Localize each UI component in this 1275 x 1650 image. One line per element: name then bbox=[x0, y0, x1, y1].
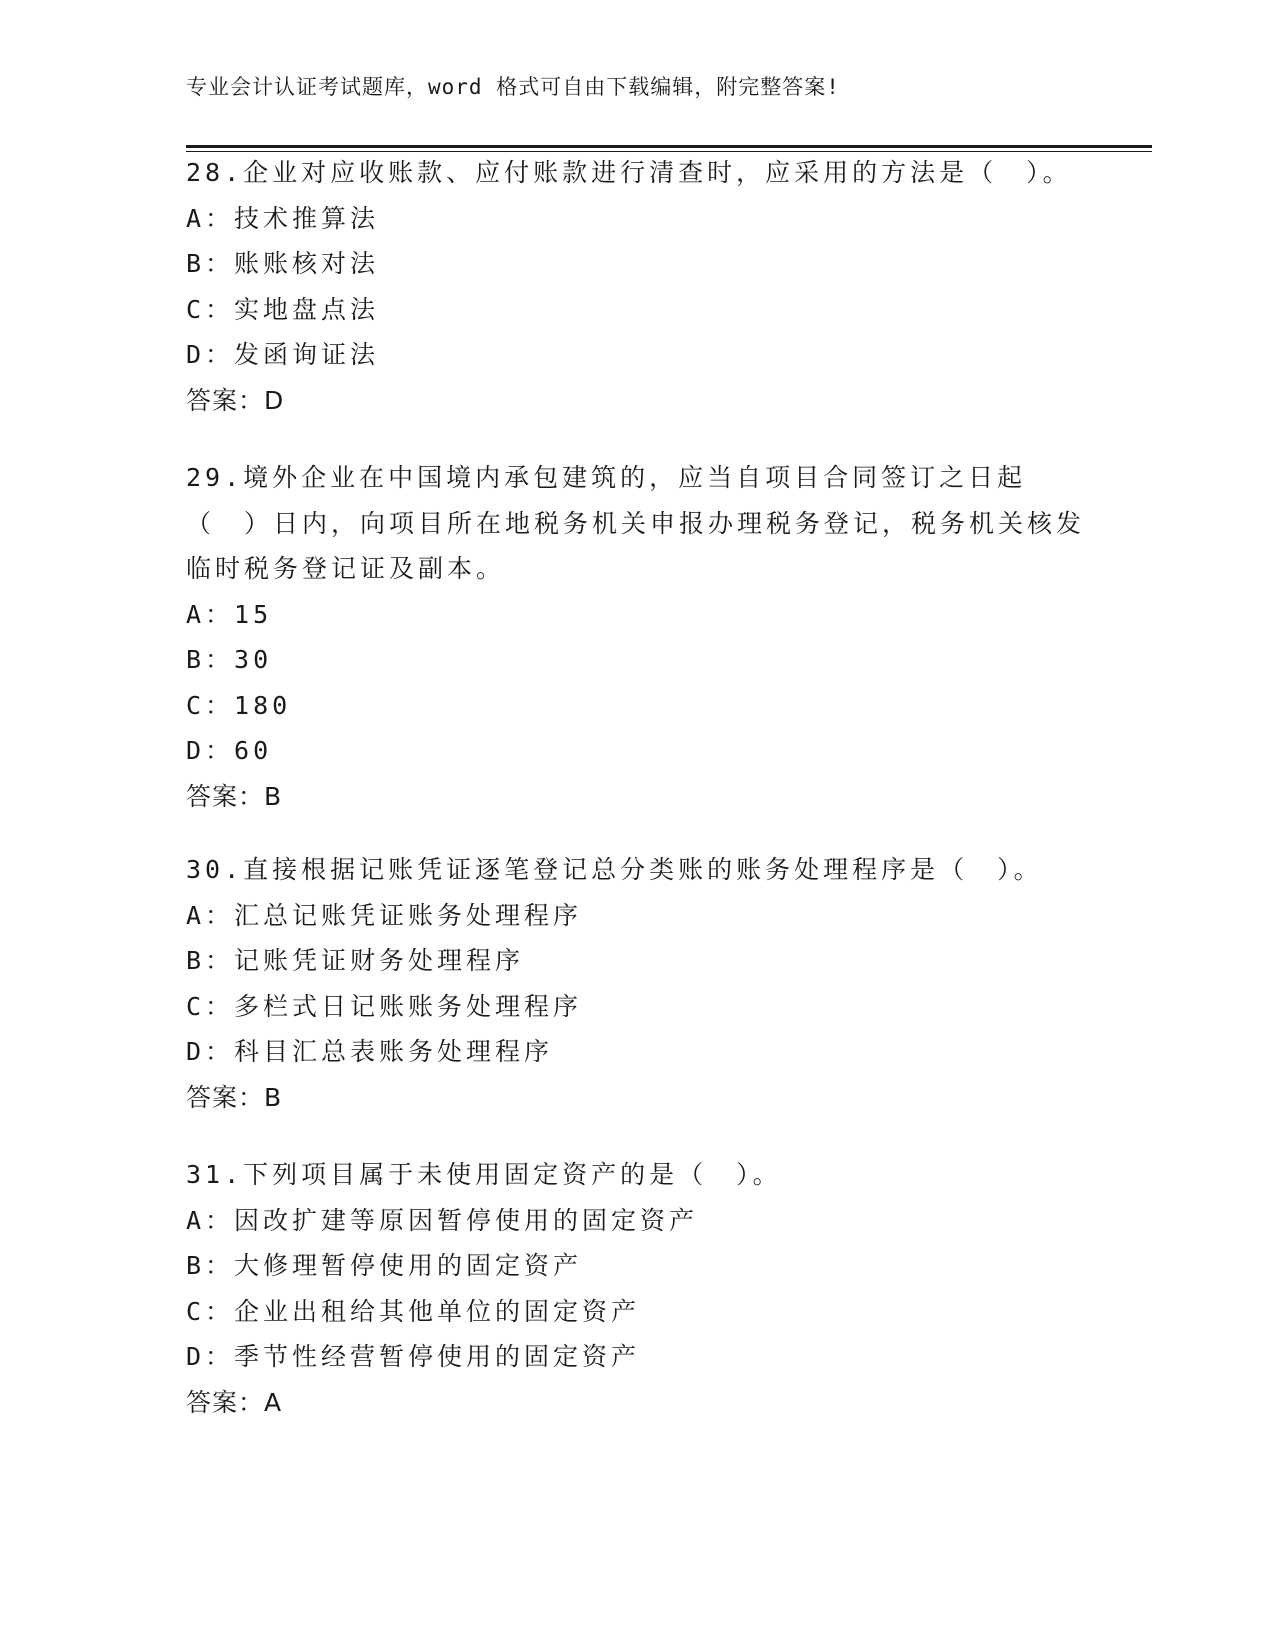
option-d: D：季节性经营暂停使用的固定资产 bbox=[186, 1342, 641, 1371]
option-a: A：因改扩建等原因暂停使用的固定资产 bbox=[186, 1205, 699, 1235]
option-b: B：30 bbox=[186, 645, 273, 674]
option-a: A：汇总记账凭证账务处理程序 bbox=[186, 900, 583, 930]
option-a: A：15 bbox=[186, 599, 273, 629]
question-30 bbox=[186, 847, 1086, 1120]
option-c: C：企业出租给其他单位的固定资产 bbox=[186, 1296, 641, 1326]
option-d: D：发函询证法 bbox=[186, 340, 380, 369]
answer: 答案：B bbox=[186, 781, 283, 811]
option-a: A：技术推算法 bbox=[186, 203, 380, 233]
option-d: D：科目汇总表账务处理程序 bbox=[186, 1037, 554, 1066]
answer: 答案：A bbox=[186, 1387, 283, 1417]
question-29 bbox=[186, 455, 1086, 819]
question-stem: 31.下列项目属于未使用固定资产的是（ ）。 bbox=[186, 1160, 782, 1189]
option-b: B：记账凭证财务处理程序 bbox=[186, 946, 525, 975]
answer: 答案：D bbox=[186, 385, 285, 415]
answer: 答案：B bbox=[186, 1082, 283, 1112]
page-header: 专业会计认证考试题库，word 格式可自由下载编辑，附完整答案! bbox=[186, 75, 840, 99]
option-b: B：账账核对法 bbox=[186, 249, 380, 278]
option-c: C：180 bbox=[186, 690, 292, 720]
option-d: D：60 bbox=[186, 736, 273, 765]
question-31 bbox=[186, 1152, 1086, 1425]
header-divider-thick bbox=[186, 145, 1152, 148]
option-c: C：实地盘点法 bbox=[186, 294, 380, 324]
question-stem: 28.企业对应收账款、应付账款进行清查时，应采用的方法是（ ）。 bbox=[186, 158, 1072, 187]
question-28 bbox=[186, 150, 1086, 423]
question-stem: 29.境外企业在中国境内承包建筑的，应当自项目合同签订之日起（ ）日内，向项目所在地税务机关申报办理税务登记，税务机关核发临时税务登记证及副本。 bbox=[186, 463, 1086, 583]
option-b: B：大修理暂停使用的固定资产 bbox=[186, 1251, 583, 1280]
option-c: C：多栏式日记账账务处理程序 bbox=[186, 991, 583, 1021]
question-stem: 30.直接根据记账凭证逐笔登记总分类账的账务处理程序是（ ）。 bbox=[186, 855, 1043, 884]
